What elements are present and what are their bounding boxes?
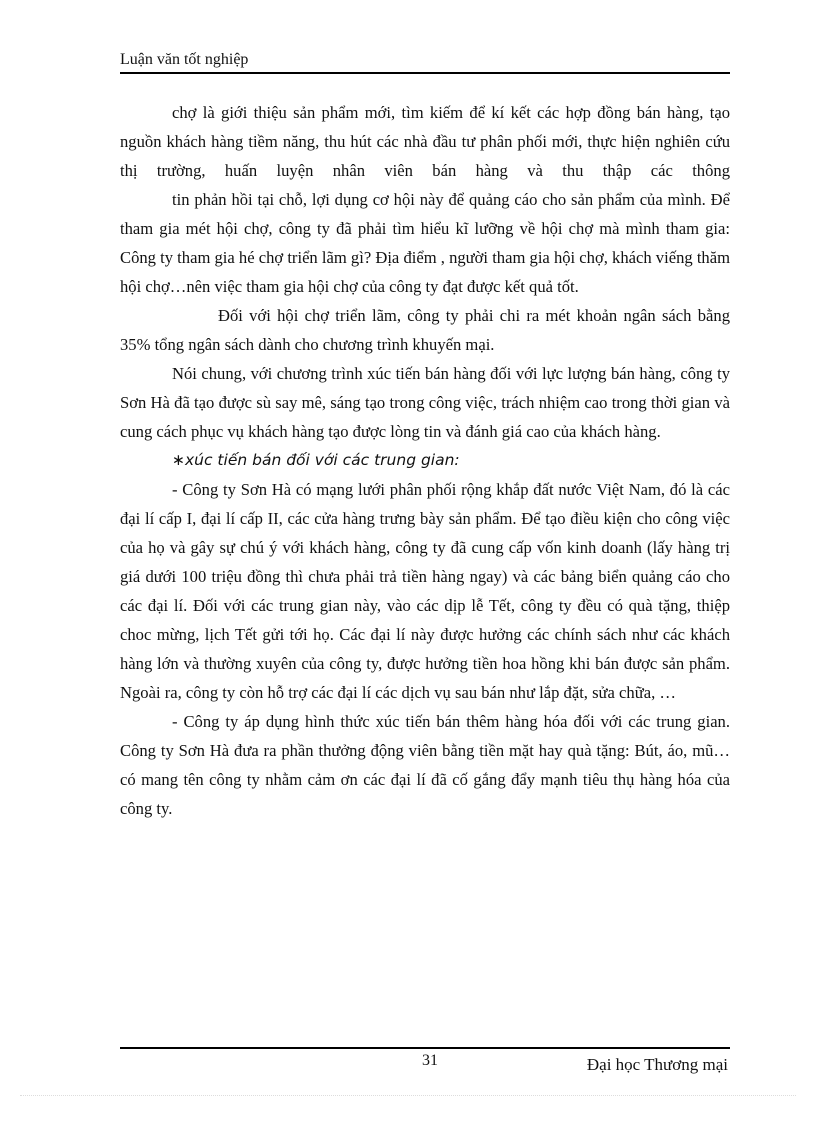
paragraph-4: Nói chung, với chương trình xúc tiến bán hàng đối với lực lượng bán hàng, công ty Sơn Hà đã tạo được sù say mê, sáng tạo trong công việc, trách nhiệm cao trong thời gian và cung cách phục vụ khách hàng tạo được lòng tin và đánh giá cao của khách hàng. xyxy=(120,364,730,441)
footer-school: Đại học Thương mại xyxy=(586,1055,728,1074)
paragraph-2: tin phản hồi tại chỗ, lợi dụng cơ hội này để quảng cáo cho sản phẩm của mình. Để tham gia mét hội chợ, công ty đã phải tìm hiểu kĩ lưỡng về hội chợ mà mình tham gia: Công ty tham gia hé chợ triển lãm gì? Địa điểm , người tham gia hội chợ, khách viếng thăm hội chợ…nên việc tham gia hội chợ của công ty đạt được kết quả tốt. xyxy=(120,190,730,296)
body-text xyxy=(120,98,730,823)
page-divider xyxy=(20,1095,796,1096)
page-number: 31 xyxy=(422,1052,438,1069)
paragraph-1: chợ là giới thiệu sản phẩm mới, tìm kiếm để kí kết các hợp đồng bán hàng, tạo nguồn khách hàng tiềm năng, thu hút các nhà đầu tư phân phối mới, thực hiện nghiên cứu thị trường, huấn luyện nhân viên bán hàng và thu thập các thông xyxy=(120,103,730,180)
page-header xyxy=(120,50,730,74)
section-heading-intermediaries: ∗xúc tiến bán đối với các trung gian: xyxy=(172,451,460,469)
paragraph-3: Đối với hội chợ triển lãm, công ty phải chi ra mét khoản ngân sách bằng 35% tổng ngân sách dành cho chương trình khuyến mại. xyxy=(120,306,730,354)
header-title: Luận văn tốt nghiệp xyxy=(120,51,249,68)
paragraph-7: - Công ty áp dụng hình thức xúc tiến bán thêm hàng hóa đối với các trung gian. Công ty Sơn Hà đưa ra phần thưởng động viên bằng tiền mặt hay quà tặng: Bút, áo, mũ…có mang tên công ty nhằm cảm ơn các đại lí đã cố gắng đẩy mạnh tiêu thụ hàng hóa của công ty. xyxy=(120,712,730,818)
footer-rule xyxy=(120,1047,730,1049)
paragraph-6: - Công ty Sơn Hà có mạng lưới phân phối rộng khắp đất nước Việt Nam, đó là các đại lí cấp I, đại lí cấp II, các cửa hàng trưng bày sản phẩm. Để tạo điều kiện cho công việc của họ và gây sự chú ý với khách hàng, công ty đã cung cấp vốn kinh doanh (lấy hàng trị giá dưới 100 triệu đồng thì chưa phải trả tiền hàng ngay) và các bảng biển quảng cáo cho các đại lí. Đối với các trung gian này, vào các dịp lễ Tết, công ty đều có quà tặng, thiệp choc mừng, lịch Tết gửi tới họ. Các đại lí này được hưởng các chính sách như các khách hàng lớn và thường xuyên của công ty, được hưởng tiền hoa hồng khi bán được sản phẩm. Ngoài ra, công ty còn hỗ trợ các đại lí các dịch vụ sau bán như lắp đặt, sửa chữa, … xyxy=(120,480,730,702)
